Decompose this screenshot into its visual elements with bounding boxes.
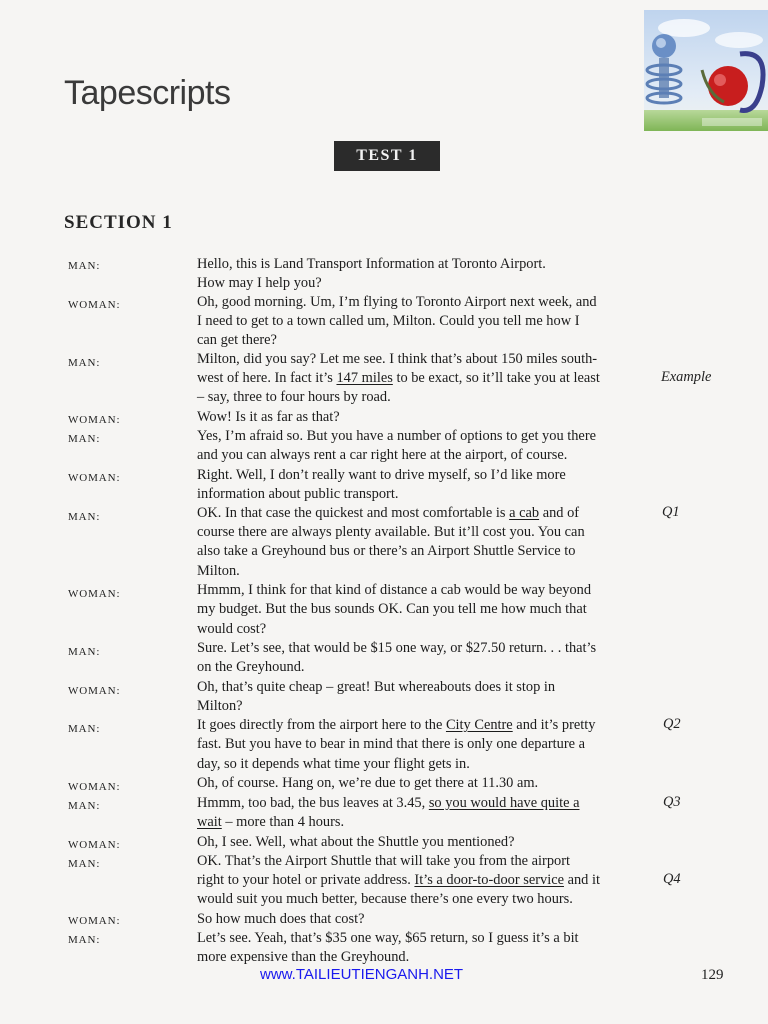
dialogue-line [197,523,585,542]
page-title: Tapescripts [64,74,231,112]
line-text: my budget. But the bus sounds OK. Can you tell me how much that [197,601,587,617]
speaker-label: MAN: [68,800,101,812]
dialogue-line [197,852,570,871]
speaker-label: WOMAN: [68,781,121,793]
line-text: on the Greyhound. [197,659,305,675]
dialogue-line [197,504,579,523]
line-text: would cost? [197,621,267,637]
dialogue-line [197,542,575,561]
line-text: Hmmm, too bad, the bus leaves at 3.45, [197,795,429,811]
line-text: Hello, this is Land Transport Information at Toronto Airport. [197,256,546,272]
margin-note: Q2 [663,716,681,732]
speaker-label: MAN: [68,511,101,523]
line-text: more expensive than the Greyhound. [197,949,410,965]
section-heading: SECTION 1 [64,212,173,233]
dialogue-line [197,446,567,465]
line-text: – say, three to four hours by road. [197,389,391,405]
dialogue-line [197,620,266,639]
dialogue-line [197,697,243,716]
test-badge: TEST 1 [334,141,440,171]
speaker-label: MAN: [68,357,101,369]
line-text: Yes, I’m afraid so. But you have a number of options to get you there [197,428,597,444]
margin-note: Q1 [662,504,680,520]
dialogue-line [197,716,595,735]
line-text: Oh, I see. Well, what about the Shuttle you mentioned? [197,834,515,850]
line-text: So how much does that cost? [197,911,365,927]
dialogue-line [197,794,580,813]
line-text: and you can always rent a car right here at the airport, of course. [197,447,568,463]
line-text: I need to get to a town called um, Milton. Could you tell me how I [197,313,580,329]
speaker-label: WOMAN: [68,685,121,697]
line-text: to be exact, so it’ll take you at least [392,370,600,386]
dialogue-line [197,466,566,485]
speaker-label: WOMAN: [68,588,121,600]
dialogue-line [197,408,340,427]
dialogue-line [197,813,344,832]
dialogue-line [197,871,600,890]
line-text: also take a Greyhound bus or there’s an Airport Shuttle Service to [197,543,576,559]
dialogue-line [197,331,277,350]
speaker-label: MAN: [68,260,101,272]
speaker-label: MAN: [68,723,101,735]
margin-note: Q3 [663,794,681,810]
dialogue-line [197,427,596,446]
dialogue-line [197,255,546,274]
dialogue-line [197,350,597,369]
line-text: Wow! Is it as far as that? [197,409,340,425]
dialogue-line [197,600,587,619]
line-text: and it [563,872,600,888]
footer-link[interactable]: www.TAILIEUTIENGANH.NET [260,966,464,983]
dialogue-line [197,678,555,697]
line-text: can get there? [197,332,277,348]
line-text: Oh, of course. Hang on, we’re due to get there at 11.30 am. [197,775,539,791]
speaker-label: MAN: [68,646,101,658]
dialogue-line [197,910,364,929]
line-text: Milton? [197,698,243,714]
line-text: OK. In that case the quickest and most comfortable is [197,505,510,521]
dialogue-line [197,274,322,293]
speaker-label: MAN: [68,934,101,946]
dialogue-line [197,833,515,852]
dialogue-line [197,658,305,677]
line-text: Sure. Let’s see, that would be $15 one way, or $27.50 return. . . that’s [197,640,597,656]
answer-underline: so you would have quite a [428,795,580,811]
line-text: right to your hotel or private address. [197,872,415,888]
line-text: and of [539,505,580,521]
line-text: How may I help you? [197,275,322,291]
line-text: It goes directly from the airport here to the [197,717,446,733]
dialogue-line [197,581,591,600]
line-text: – more than 4 hours. [221,814,345,830]
speaker-label: WOMAN: [68,915,121,927]
answer-underline: wait [197,814,222,830]
answer-underline: a cab [509,505,540,521]
dialogue-line [197,293,597,312]
line-text: Hmmm, I think for that kind of distance a cab would be way beyond [197,582,592,598]
speaker-label: WOMAN: [68,839,121,851]
line-text: Milton, did you say? Let me see. I think that’s about 150 miles south- [197,351,598,367]
answer-underline: 147 miles [336,370,393,386]
line-text: and it’s pretty [512,717,596,733]
dialogue-line [197,312,579,331]
line-text: information about public transport. [197,486,399,502]
dialogue-line [197,774,538,793]
line-text: course there are always plenty available. But it’ll cost you. You can [197,524,585,540]
margin-note: Example [661,369,712,385]
line-text: Right. Well, I don’t really want to drive myself, so I’d like more [197,467,566,483]
answer-underline: It’s a door-to-door service [414,872,564,888]
dialogue-line [197,388,391,407]
dialogue-line [197,755,470,774]
speaker-label: WOMAN: [68,299,121,311]
line-text: Let’s see. Yeah, that’s $35 one way, $65 return, so I guess it’s a bit [197,930,579,946]
speaker-label: WOMAN: [68,472,121,484]
answer-underline: City Centre [445,717,513,733]
dialogue-line [197,735,585,754]
line-text: OK. That’s the Airport Shuttle that will take you from the airport [197,853,571,869]
line-text: day, so it depends what time your flight gets in. [197,756,470,772]
dialogue-line [197,562,240,581]
speaker-label: MAN: [68,433,101,445]
dialogue-line [197,948,409,967]
line-text: Milton. [197,563,240,579]
dialogue-line [197,929,579,948]
speaker-label: MAN: [68,858,101,870]
dialogue-line [197,485,398,504]
page-number: 129 [701,967,724,983]
line-text: Oh, good morning. Um, I’m flying to Toronto Airport next week, and [197,294,597,310]
line-text: Oh, that’s quite cheap – great! But whereabouts does it stop in [197,679,556,695]
dialogue-line [197,369,600,388]
speaker-label: WOMAN: [68,414,121,426]
margin-note: Q4 [663,871,681,887]
line-text: west of here. In fact it’s [197,370,337,386]
line-text: would suit you much better, because there’s one every two hours. [197,891,573,907]
line-text: fast. But you have to bear in mind that there is only one departure a [197,736,586,752]
dialogue-line [197,890,573,909]
dialogue-line [197,639,596,658]
